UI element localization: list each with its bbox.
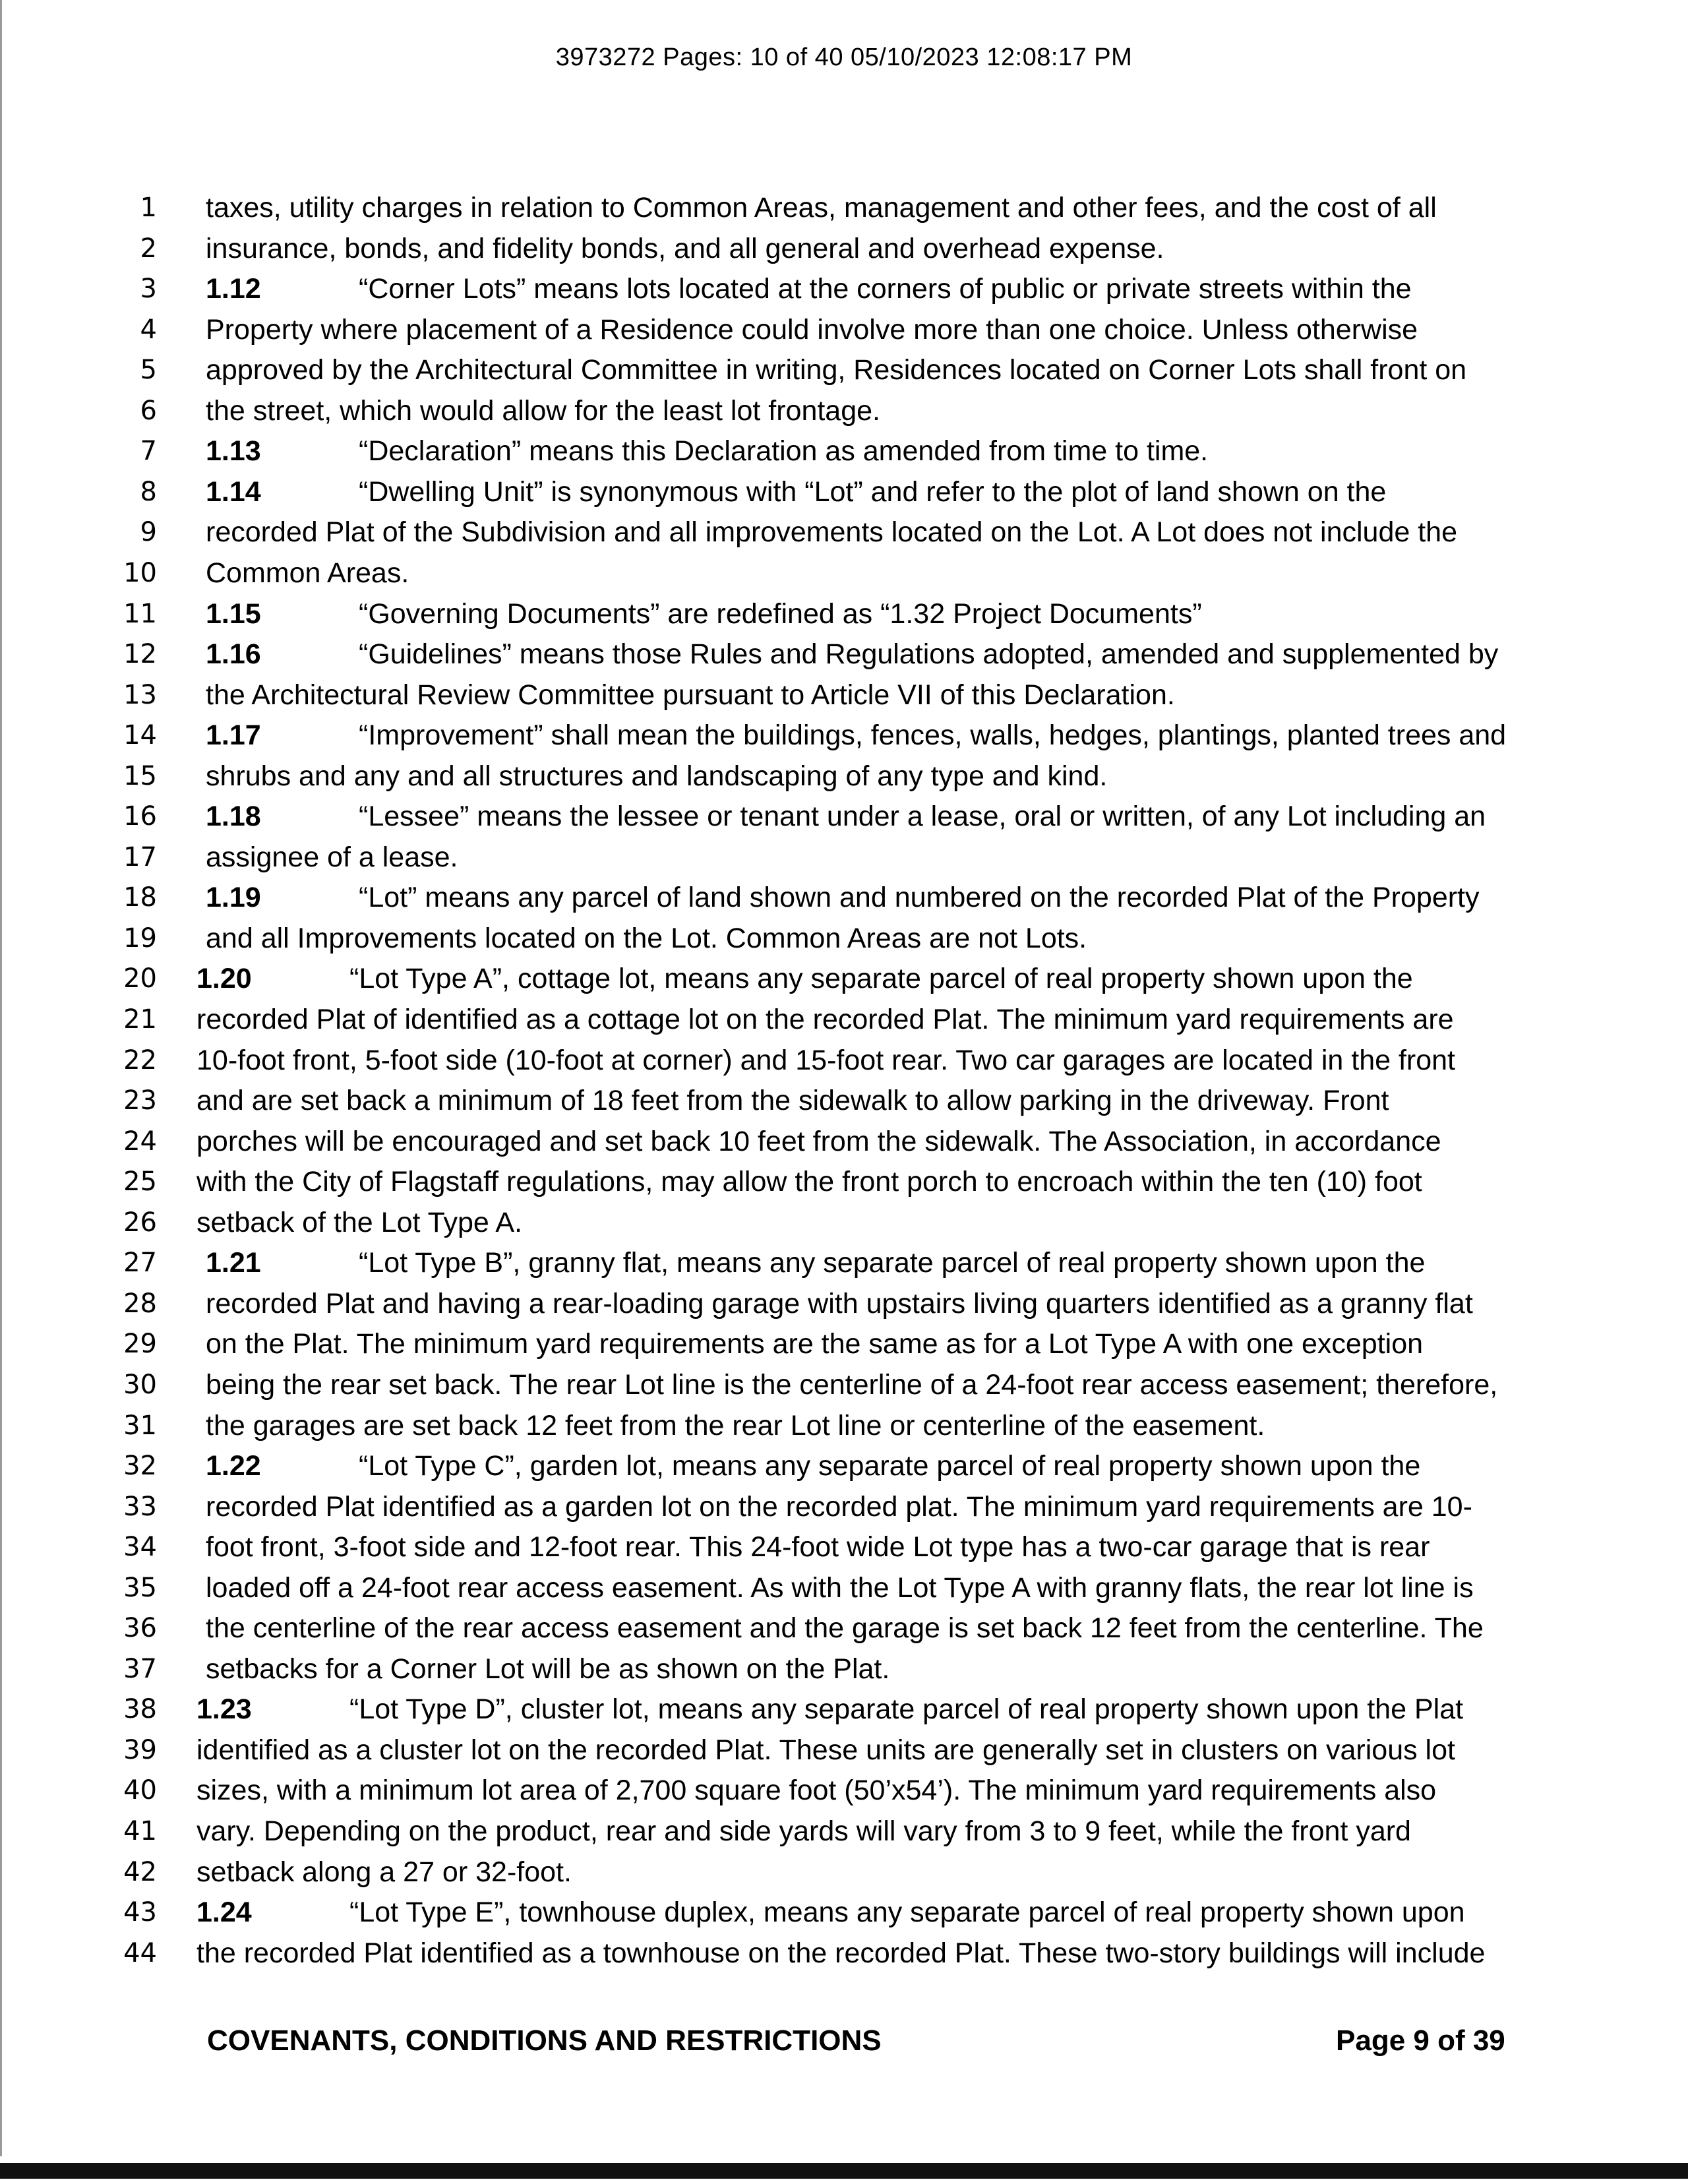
line-text <box>196 1000 1454 1039</box>
line-content: Common Areas. <box>206 557 409 589</box>
line-content: setback of the Lot Type A. <box>196 1207 523 1238</box>
line-content: and are set back a minimum of 18 feet from the sidewalk to allow parking in the driveway. Front <box>196 1085 1389 1116</box>
line-content: “Dwelling Unit” is synonymous with “Lot” and refer to the plot of land shown on the <box>359 476 1387 508</box>
document-line <box>0 595 1688 633</box>
footer-page-number: Page 9 of 39 <box>1336 2024 1505 2057</box>
line-text <box>196 959 1413 998</box>
line-text <box>196 1690 1463 1728</box>
line-content: “Lot Type C”, garden lot, means any separate parcel of real property shown upon the <box>359 1450 1421 1482</box>
line-content: the Architectural Review Committee pursuant to Article VII of this Declaration. <box>206 679 1175 711</box>
line-content: recorded Plat of the Subdivision and all improvements located on the Lot. A Lot does not include the <box>206 516 1458 548</box>
line-number: 22 <box>123 1045 157 1076</box>
line-content: “Lot Type D”, cluster lot, means any separate parcel of real property shown upon the Plat <box>349 1693 1464 1725</box>
line-text <box>206 1609 1484 1647</box>
document-line <box>0 473 1688 511</box>
line-text <box>206 432 1208 470</box>
section-number: 1.14 <box>206 476 261 508</box>
line-content: recorded Plat of identified as a cottage lot on the recorded Plat. The minimum yard requirements are <box>196 1004 1454 1035</box>
line-number: 6 <box>140 396 157 426</box>
document-line <box>0 1122 1688 1161</box>
section-number: 1.16 <box>206 638 261 670</box>
line-text <box>196 1041 1455 1079</box>
line-content: on the Plat. The minimum yard requirements are the same as for a Lot Type A with one exception <box>206 1328 1424 1360</box>
document-line <box>0 959 1688 998</box>
line-text <box>196 1853 572 1891</box>
line-text <box>206 229 1164 268</box>
line-number: 43 <box>123 1897 157 1927</box>
line-text <box>206 1447 1420 1485</box>
line-number: 35 <box>123 1573 157 1603</box>
line-number: 3 <box>140 274 157 304</box>
line-number: 28 <box>123 1289 157 1319</box>
section-number: 1.23 <box>196 1693 252 1725</box>
line-number: 11 <box>123 599 157 629</box>
line-text <box>206 1650 889 1688</box>
section-number: 1.15 <box>206 598 261 630</box>
line-content: foot front, 3-foot side and 12-foot rear. This 24-foot wide Lot type has a two-car garage that is rear <box>206 1531 1430 1563</box>
document-line <box>0 1325 1688 1363</box>
line-text <box>196 1122 1441 1161</box>
document-line <box>0 270 1688 308</box>
line-content: shrubs and any and all structures and landscaping of any type and kind. <box>206 760 1108 792</box>
line-text <box>206 797 1486 835</box>
line-number: 13 <box>123 680 157 710</box>
line-number: 7 <box>140 436 157 466</box>
document-line <box>0 878 1688 917</box>
line-text <box>206 554 409 592</box>
line-content: recorded Plat identified as a garden lot on the recorded plat. The minimum yard requirements are 10- <box>206 1491 1472 1523</box>
line-number: 10 <box>123 558 157 588</box>
line-content: assignee of a lease. <box>206 841 458 873</box>
line-text <box>206 189 1437 227</box>
document-line <box>0 919 1688 957</box>
section-number: 1.19 <box>206 882 261 913</box>
line-number: 20 <box>123 963 157 994</box>
line-text <box>206 1244 1425 1282</box>
line-content: setbacks for a Corner Lot will be as shown on the Plat. <box>206 1653 890 1685</box>
document-line <box>0 1893 1688 1931</box>
document-line <box>0 1000 1688 1039</box>
line-number: 18 <box>123 882 157 913</box>
document-line <box>0 1812 1688 1850</box>
line-text <box>206 635 1498 673</box>
line-text <box>206 1528 1430 1566</box>
line-text <box>196 1771 1436 1809</box>
line-number: 2 <box>140 233 157 264</box>
document-line <box>0 676 1688 714</box>
line-text <box>206 676 1175 714</box>
line-content: “Lot Type A”, cottage lot, means any separate parcel of real property shown upon the <box>349 963 1413 994</box>
line-number: 24 <box>123 1126 157 1157</box>
line-text <box>206 1366 1497 1404</box>
line-number: 1 <box>140 193 157 223</box>
line-content: approved by the Architectural Committee in writing, Residences located on Corner Lots shall front on <box>206 354 1467 386</box>
document-line <box>0 1488 1688 1526</box>
line-text <box>206 757 1107 795</box>
line-content: and all Improvements located on the Lot. Common Areas are not Lots. <box>206 923 1087 954</box>
line-number: 38 <box>123 1694 157 1724</box>
line-number: 17 <box>123 842 157 872</box>
section-number: 1.22 <box>206 1450 261 1482</box>
document-line <box>0 1528 1688 1566</box>
line-number: 41 <box>123 1816 157 1846</box>
line-text <box>206 351 1466 389</box>
line-content: being the rear set back. The rear Lot line is the centerline of a 24-foot rear access easement; therefore, <box>206 1369 1498 1401</box>
line-content: vary. Depending on the product, rear and side yards will vary from 3 to 9 feet, while the front yard <box>196 1815 1411 1847</box>
line-number: 31 <box>123 1410 157 1441</box>
document-line <box>0 1203 1688 1242</box>
line-number: 23 <box>123 1085 157 1116</box>
bottom-border <box>0 2163 1688 2179</box>
line-text <box>206 919 1087 957</box>
section-number: 1.20 <box>196 963 252 994</box>
line-content: taxes, utility charges in relation to Common Areas, management and other fees, and the cost of all <box>206 192 1437 224</box>
line-text <box>206 392 880 430</box>
document-line <box>0 1041 1688 1079</box>
line-number: 16 <box>123 801 157 832</box>
line-text <box>206 595 1202 633</box>
line-number: 9 <box>140 517 157 547</box>
line-content: with the City of Flagstaff regulations, may allow the front porch to encroach within the ten (10) foot <box>196 1166 1422 1198</box>
line-text <box>206 270 1412 308</box>
document-line <box>0 513 1688 551</box>
section-number: 1.13 <box>206 435 261 467</box>
document-line <box>0 554 1688 592</box>
document-line <box>0 229 1688 268</box>
line-content: insurance, bonds, and fidelity bonds, and all general and overhead expense. <box>206 233 1164 264</box>
document-line <box>0 1081 1688 1120</box>
line-text <box>206 1285 1473 1323</box>
line-content: loaded off a 24-foot rear access easement. As with the Lot Type A with granny flats, the rear lot line is <box>206 1572 1474 1604</box>
line-content: “Lessee” means the lessee or tenant under a lease, oral or written, of any Lot including an <box>359 801 1486 832</box>
line-content: the recorded Plat identified as a townhouse on the recorded Plat. These two-story buildings will include <box>196 1937 1486 1969</box>
line-number: 5 <box>140 355 157 385</box>
document-line <box>0 1934 1688 1972</box>
document-line <box>0 838 1688 876</box>
line-text <box>206 1569 1474 1607</box>
line-text <box>206 1407 1265 1445</box>
section-number: 1.17 <box>206 719 261 751</box>
section-number: 1.21 <box>206 1247 261 1279</box>
line-text <box>206 838 458 876</box>
line-number: 29 <box>123 1329 157 1359</box>
line-content: “Lot Type E”, townhouse duplex, means any separate parcel of real property shown upon <box>349 1896 1465 1928</box>
line-content: “Improvement” shall mean the buildings, fences, walls, hedges, plantings, planted trees and <box>359 719 1507 751</box>
line-content: “Declaration” means this Declaration as amended from time to time. <box>359 435 1209 467</box>
document-line <box>0 1569 1688 1607</box>
document-line <box>0 635 1688 673</box>
document-line <box>0 1731 1688 1769</box>
document-line <box>0 1244 1688 1282</box>
section-number: 1.24 <box>196 1896 252 1928</box>
line-content: the centerline of the rear access easement and the garage is set back 12 feet from the centerline. The <box>206 1612 1484 1644</box>
line-number: 30 <box>123 1370 157 1400</box>
document-line <box>0 1447 1688 1485</box>
line-text <box>206 1488 1472 1526</box>
line-number: 32 <box>123 1451 157 1481</box>
document-line <box>0 189 1688 227</box>
line-content: setback along a 27 or 32-foot. <box>196 1856 572 1888</box>
line-number: 27 <box>123 1248 157 1278</box>
document-line <box>0 1609 1688 1647</box>
line-content: identified as a cluster lot on the recorded Plat. These units are generally set in clusters on various lot <box>196 1734 1455 1766</box>
line-number: 33 <box>123 1492 157 1522</box>
line-text <box>206 716 1506 754</box>
line-text <box>206 1325 1423 1363</box>
line-number: 21 <box>123 1004 157 1035</box>
line-content: “Guidelines” means those Rules and Regulations adopted, amended and supplemented by <box>359 638 1499 670</box>
line-text <box>206 473 1386 511</box>
document-line <box>0 1771 1688 1809</box>
line-number: 4 <box>140 315 157 345</box>
document-line <box>0 1650 1688 1688</box>
line-number: 8 <box>140 477 157 507</box>
line-content: “Corner Lots” means lots located at the corners of public or private streets within the <box>359 273 1412 305</box>
line-content: 10-foot front, 5-foot side (10-foot at corner) and 15-foot rear. Two car garages are located in the front <box>196 1045 1456 1076</box>
line-number: 25 <box>123 1167 157 1197</box>
line-text <box>196 1934 1485 1972</box>
document-line <box>0 351 1688 389</box>
line-number: 34 <box>123 1532 157 1562</box>
line-number: 14 <box>123 720 157 750</box>
line-number: 42 <box>123 1857 157 1887</box>
line-number: 15 <box>123 761 157 791</box>
line-text <box>196 1812 1411 1850</box>
line-number: 37 <box>123 1654 157 1684</box>
line-number: 44 <box>123 1938 157 1968</box>
recording-header: 3973272 Pages: 10 of 40 05/10/2023 12:08:17 PM <box>555 44 1133 71</box>
document-line <box>0 757 1688 795</box>
line-content: “Governing Documents” are redefined as “1.32 Project Documents” <box>359 598 1202 630</box>
line-number: 26 <box>123 1207 157 1238</box>
document-line <box>0 1163 1688 1201</box>
line-number: 12 <box>123 639 157 669</box>
document-line <box>0 1366 1688 1404</box>
line-content: the garages are set back 12 feet from the rear Lot line or centerline of the easement. <box>206 1410 1265 1441</box>
line-content: the street, which would allow for the least lot frontage. <box>206 395 880 427</box>
line-content: porches will be encouraged and set back 10 feet from the sidewalk. The Association, in accordance <box>196 1126 1441 1157</box>
document-line <box>0 1285 1688 1323</box>
line-text <box>206 878 1480 917</box>
line-content: Property where placement of a Residence could involve more than one choice. Unless otherwise <box>206 314 1418 346</box>
line-text <box>206 311 1418 349</box>
line-number: 39 <box>123 1735 157 1765</box>
document-line <box>0 1853 1688 1891</box>
line-text <box>206 513 1457 551</box>
line-text <box>196 1081 1389 1120</box>
line-content: “Lot Type B”, granny flat, means any separate parcel of real property shown upon the <box>359 1247 1426 1279</box>
line-text <box>196 1203 522 1242</box>
line-text <box>196 1731 1455 1769</box>
line-content: recorded Plat and having a rear-loading garage with upstairs living quarters identified as a granny flat <box>206 1288 1473 1320</box>
document-line <box>0 1690 1688 1728</box>
line-number: 36 <box>123 1613 157 1643</box>
line-number: 19 <box>123 923 157 954</box>
document-line <box>0 311 1688 349</box>
section-number: 1.18 <box>206 801 261 832</box>
document-line <box>0 716 1688 754</box>
line-content: sizes, with a minimum lot area of 2,700 square foot (50’x54’). The minimum yard requirements also <box>196 1774 1437 1806</box>
section-number: 1.12 <box>206 273 261 305</box>
line-text <box>196 1893 1465 1931</box>
line-content: “Lot” means any parcel of land shown and numbered on the recorded Plat of the Property <box>359 882 1480 913</box>
line-text <box>196 1163 1422 1201</box>
document-line <box>0 797 1688 835</box>
footer-title: COVENANTS, CONDITIONS AND RESTRICTIONS <box>207 2024 882 2057</box>
document-line <box>0 432 1688 470</box>
line-number: 40 <box>123 1775 157 1805</box>
document-line <box>0 392 1688 430</box>
document-line <box>0 1407 1688 1445</box>
